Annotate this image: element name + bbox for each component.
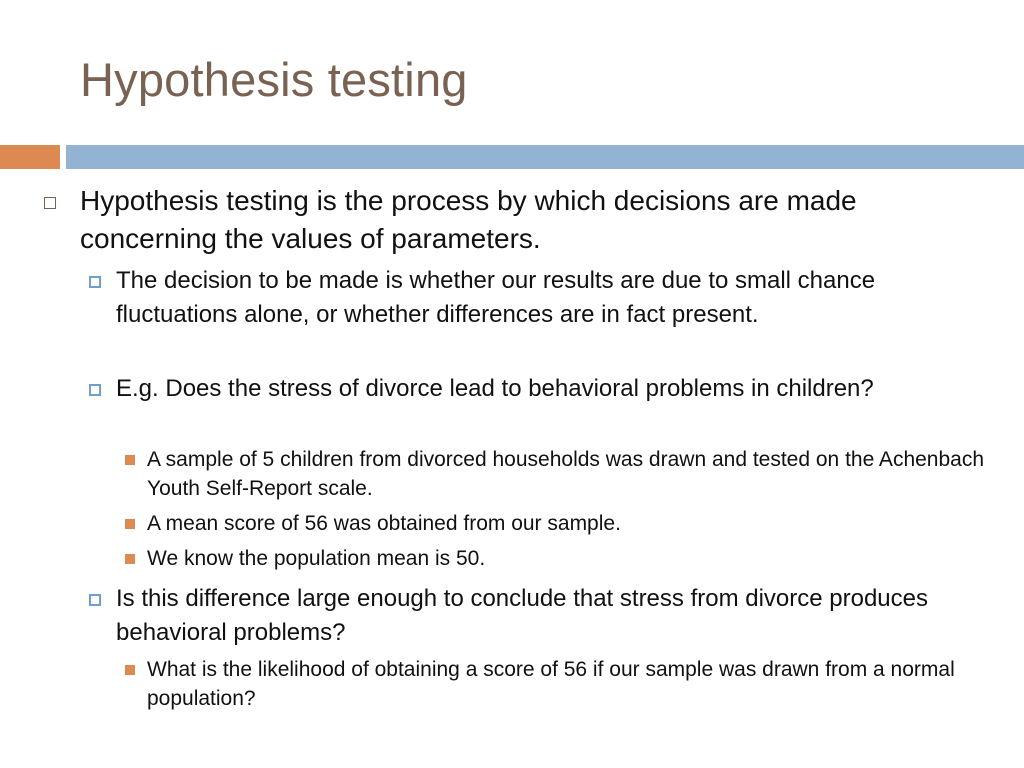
bullet-text: E.g. Does the stress of divorce lead to behavioral problems in children? [116,375,874,402]
bullet-level-3 [147,445,987,503]
bullet-text: Is this difference large enough to conclude that stress from divorce produces behavioral problems? [116,585,929,646]
bullet-level-2 [116,372,996,406]
orange-square-icon [125,455,135,465]
bullet-level-1 [80,182,980,258]
orange-square-icon [125,665,135,675]
bullet-level-3 [147,655,987,713]
blue-boxed-square-icon [89,276,101,288]
bullet-text: We know the population mean is 50. [147,547,486,570]
bullet-level-3 [147,509,987,538]
bullet-text: Hypothesis testing is the process by which decisions are made concerning the values of parameters. [80,185,857,254]
bullet-level-2 [116,582,996,650]
blue-boxed-square-icon [89,384,101,396]
slide-title: Hypothesis testing [80,53,468,106]
blue-boxed-square-icon [89,594,101,606]
accent-bar-blue [66,145,1024,169]
orange-square-icon [125,554,135,564]
bullet-text: What is the likelihood of obtaining a score of 56 if our sample was drawn from a normal population? [147,658,955,710]
bullet-text: The decision to be made is whether our results are due to small chance fluctuations alone, or whether differences are in fact present. [116,267,876,328]
bullet-text: A sample of 5 children from divorced households was drawn and tested on the Achenbach Youth Self-Report scale. [147,448,985,500]
orange-square-icon [125,519,135,529]
bullet-text: A mean score of 56 was obtained from our sample. [147,512,621,535]
bullet-level-2 [116,264,996,332]
accent-bar-orange [0,145,60,169]
hollow-square-icon [44,197,56,209]
bullet-level-3 [147,544,987,573]
